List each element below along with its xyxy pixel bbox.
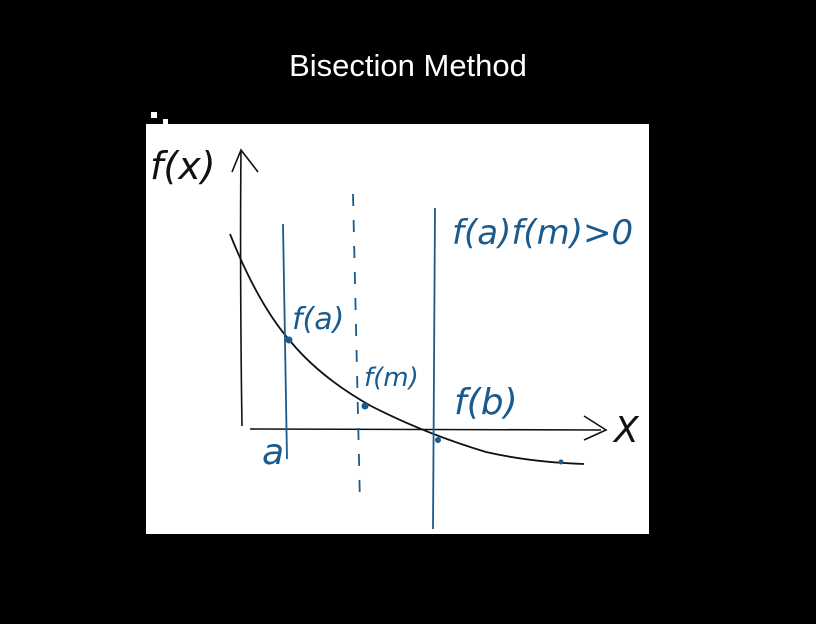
fm-label: f(m) xyxy=(364,363,419,393)
line-b xyxy=(433,208,435,529)
x-axis xyxy=(250,429,601,430)
fa-label: f(a) xyxy=(292,302,345,337)
point-fm xyxy=(362,403,369,410)
point-fb xyxy=(435,437,441,443)
condition-label: f(a)f(m)>0 xyxy=(452,213,634,253)
x-axis-label: X xyxy=(614,410,639,451)
fb-label: f(b) xyxy=(454,382,518,423)
y-axis-arrowhead xyxy=(232,150,258,172)
x-axis-arrowhead xyxy=(584,416,606,440)
y-axis-label: f(x) xyxy=(150,144,216,188)
slide-title: Bisection Method xyxy=(289,48,527,83)
line-m xyxy=(353,194,360,504)
diagram-canvas xyxy=(146,124,649,534)
y-axis xyxy=(241,152,242,426)
point-tail xyxy=(559,460,564,465)
point-fa xyxy=(286,337,293,344)
point-a-label: a xyxy=(262,432,285,473)
bisection-diagram xyxy=(146,124,649,534)
selection-handle-top-left[interactable] xyxy=(151,112,157,118)
